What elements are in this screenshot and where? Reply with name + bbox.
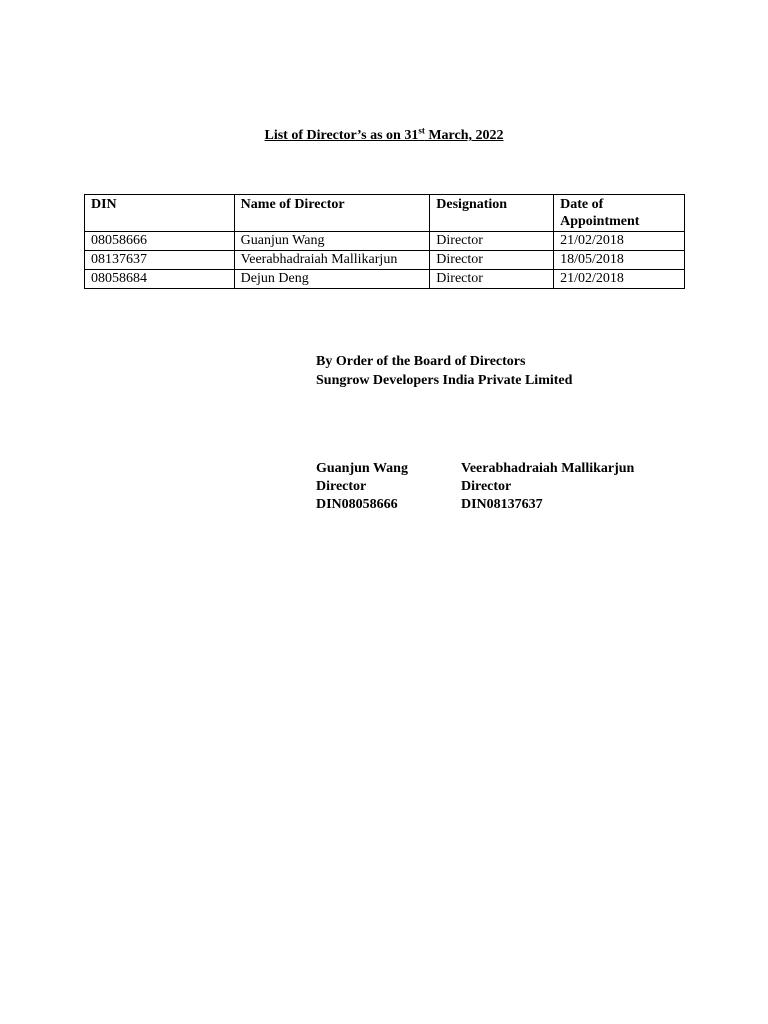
cell-designation: Director <box>430 232 554 251</box>
cell-date: 18/05/2018 <box>554 251 685 270</box>
table-row <box>85 232 685 251</box>
company-name: Sungrow Developers India Private Limited <box>316 373 573 388</box>
signatory-name: Veerabhadraiah Mallikarjun <box>461 461 635 476</box>
cell-date: 21/02/2018 <box>554 270 685 289</box>
table-row <box>85 251 685 270</box>
signatory-designation: Director <box>461 479 512 494</box>
signatory-din: DIN08137637 <box>461 497 543 512</box>
signatory-block <box>461 460 634 514</box>
cell-din: 08058666 <box>85 232 235 251</box>
header-designation: Designation <box>430 195 554 232</box>
table-row <box>85 270 685 289</box>
header-name: Name of Director <box>234 195 430 232</box>
cell-name: Veerabhadraiah Mallikarjun <box>234 251 430 270</box>
cell-din: 08137637 <box>85 251 235 270</box>
cell-name: Dejun Deng <box>234 270 430 289</box>
cell-din: 08058684 <box>85 270 235 289</box>
title-superscript: st <box>418 125 425 136</box>
cell-date: 21/02/2018 <box>554 232 685 251</box>
table-header-row <box>85 195 685 232</box>
signatory-din: DIN08058666 <box>316 497 398 512</box>
directors-table <box>84 194 685 289</box>
board-order-block <box>316 352 572 390</box>
header-date: Date of Appointment <box>554 195 685 232</box>
board-order-line: By Order of the Board of Directors <box>316 354 526 369</box>
signatory-block <box>316 460 408 514</box>
cell-designation: Director <box>430 251 554 270</box>
page-title <box>0 127 768 145</box>
title-prefix: List of Director’s as on 31 <box>264 128 419 143</box>
title-suffix: March, 2022 <box>424 128 504 143</box>
cell-name: Guanjun Wang <box>234 232 430 251</box>
signatory-designation: Director <box>316 479 367 494</box>
cell-designation: Director <box>430 270 554 289</box>
signatory-name: Guanjun Wang <box>316 461 408 476</box>
header-din: DIN <box>85 195 235 232</box>
